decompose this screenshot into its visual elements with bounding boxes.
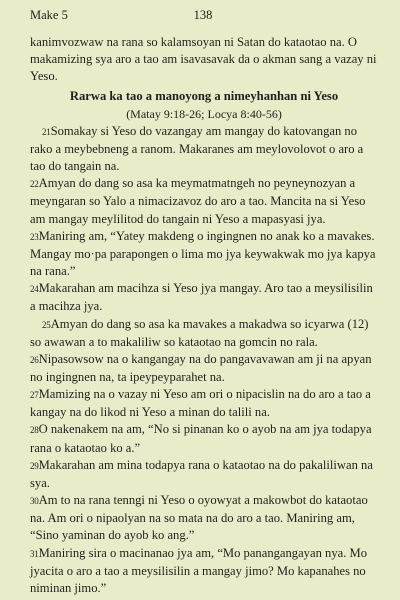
verse-31 [30,545,378,597]
verse-28 [30,421,378,456]
verse-30 [30,492,378,544]
verse-number: 26 [30,354,39,365]
verse-number: 29 [30,460,39,471]
verse-number: 28 [30,425,39,436]
verse-text: Amyan do dang so asa ka meymatmatngeh no peyneynozyan a meyngaran so Yalo a nimacizavoz do aro a tao. Mancita na si Yeso am mangay meylilitod do tangain ni Yeso a mapasyasi jya. [30,176,366,226]
verse-27 [30,386,378,421]
verse-number: 27 [30,390,39,401]
verse-number: 31 [30,548,39,559]
intro-paragraph: kanimvozwaw na rana so kalamsoyan ni Satan do kataotao na. O makamizing sya aro a tao am isavasavak da o akman sang a vazay ni Yeso. [30,35,377,84]
verse-text: Amyan do dang so asa ka mavakes a makadwa so icyarwa (12) so awawan a to makaliliw so kataotao na gomcin no rala. [30,316,369,349]
page-number: 138 [193,8,213,22]
verse-23 [30,228,378,280]
verse-text: Mamizing na o vazay ni Yeso am ori o nipacislin na do aro a tao a kangay na do likod ni Yeso a minan do talili na. [30,387,371,420]
verse-number: 22 [30,179,39,190]
verse-26 [30,351,378,386]
running-head: Make 5 [30,8,68,22]
page-body [30,34,378,597]
verse-text: Nipasowsow na o kangangay na do pangavavawan am ji na apyan no ingingnen na, ta ipeypeyparahet na. [30,351,372,384]
verse-text: Makarahan am mina todapya rana o kataotao na do pakaliliwan na sya. [30,457,373,490]
verse-22 [30,175,378,227]
section-heading: Rarwa ka tao a manoyong a nimeyhanhan ni Yeso [69,89,339,104]
cross-reference: (Matay 9:18-26; Locya 8:40-56) [126,106,282,121]
verse-text: Somakay si Yeso do vazangay am mangay do katovangan no rako a meybebneng a ranom. Makaranes am meylovolovot o aro a tao do tangain na. [30,123,364,174]
verse-number: 23 [30,231,39,242]
verse-25 [30,316,378,351]
verse-24 [30,280,378,315]
verse-number: 21 [42,126,51,137]
verse-text: Makarahan am macihza si Yeso jya mangay. Aro tao a meysilisilin a macihza jya. [30,281,373,314]
verse-text: Am to na rana tenngi ni Yeso o oyowyat a makowbot do kataotao na. Am ori o nipaolyan na so mata na do aro a tao. Maniring am, “Sino yaminan do ayob ko ang.” [30,493,368,543]
verse-29 [30,457,378,492]
verse-text: Maniring am, “Yatey makdeng o ingingnen no anak ko a mavakes. Mangay mo·pa parapongen o lima mo jya keywakwak mo jya kapya na rana.” [30,228,376,279]
page-header [30,8,376,28]
verse-21 [30,123,378,175]
verse-number: 25 [42,319,51,330]
verse-number: 24 [30,284,39,295]
verse-text: Maniring sira o macinanao jya am, “Mo panangangayan nya. Mo jyacita o aro a tao a meysilisilin a mangay jimo? Mo kapanahes no niminan jimo.” [30,545,367,595]
verse-text: O nakenakem na am, “No si pinanan ko o ayob na am jya todapya rana o kataotao ko a.” [30,422,372,455]
verse-number: 30 [30,496,39,507]
